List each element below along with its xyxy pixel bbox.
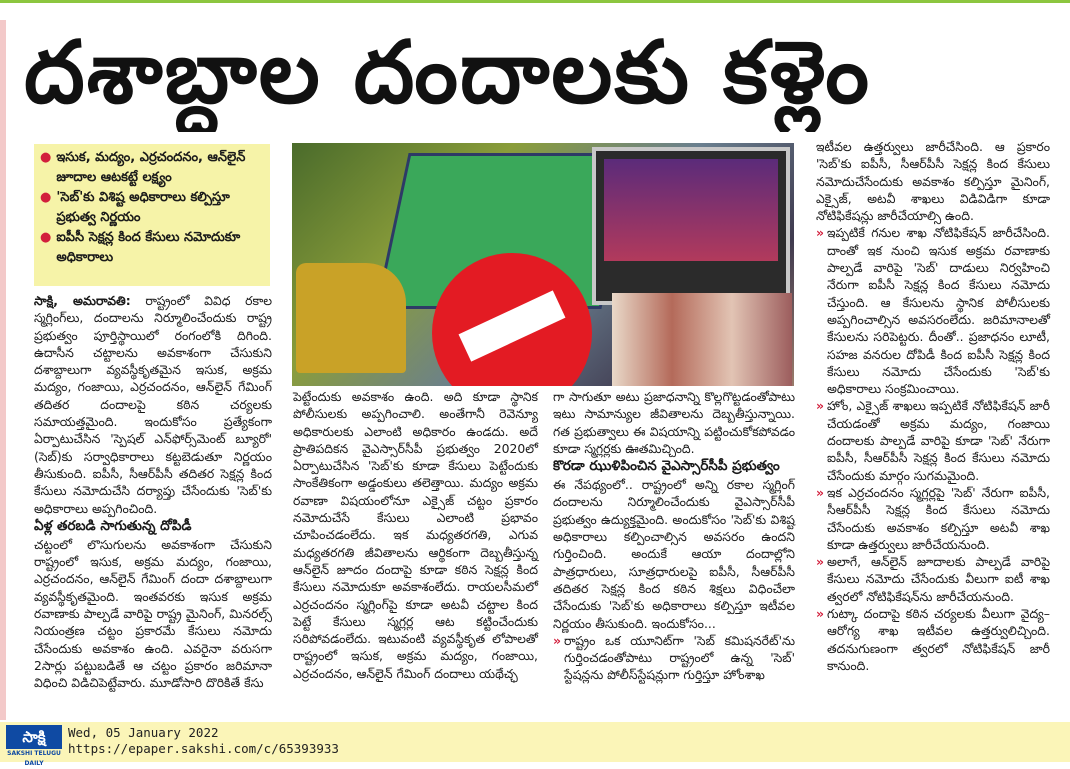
top-accent-line [0, 0, 1070, 3]
article-column-4 [816, 138, 1050, 674]
epaper-link[interactable]: https://epaper.sakshi.com/c/65393933 [68, 741, 339, 756]
bullet-item [816, 605, 1050, 674]
paragraph: గా సాగుతూ అటు ప్రజాధనాన్ని కొల్లగొట్టడంతోపాటు ఇటు సామాన్యుల జీవితాలను దెబ్బతీస్తున్నాయి. గత ప్రభుత్వాలు ఈ విషయాన్ని పట్టించుకోకపోవడం కూడా స్మగ్లర్లకు ఊతమిచ్చింది. [553, 389, 795, 456]
laptop-screen [604, 159, 778, 261]
highlights-box [34, 144, 270, 286]
subheading: ఏళ్ల తరబడి సాగుతున్న దోపిడీ [34, 517, 192, 534]
paragraph: చట్టంలో లొసుగులను అవకాశంగా చేసుకుని రాష్ట్రంలో ఇసుక, అక్రమ మద్యం, గంజాయి, ఎర్రచందనం, ఆన్‌లైన్ గేమింగ్ దందా దశాబ్దాలుగా వ్యవస్థీకృతమైంది. ఇంతవరకు ఇసుక అక్రమ రవాణాకు పాల్పడే వారిపై రాష్ట్ర మైనింగ్, మినరల్స్ నియంత్రణ చట్టం ప్రకారమే కేసులు నమోదు చేసేందుకు అవకాశం ఉంది. ఎవరైనా వరుసగా 2సార్లు పట్టుబడితే ఆ చట్టం ప్రకారం జరిమానా విధించి విడిచిపెట్టేవారు. మూడోసారి దొరికితే కేసు [34, 536, 272, 691]
excavator-image [296, 263, 406, 373]
bullet-item [816, 553, 1050, 605]
arrow-bullet-icon: » [816, 484, 825, 500]
subheading: కొరడా ఝుళిపించిన వైఎస్సార్‌సీపీ ప్రభుత్వం [553, 458, 780, 475]
article-column-3 [553, 388, 795, 684]
article-photo [292, 143, 794, 386]
bullet-icon: ● [40, 230, 52, 245]
bullet-text: గుట్కా దందాపై కఠిన చర్యలకు వీలుగా వైద్య–ఆరోగ్య శాఖ ఇటీవల ఉత్తర్వులిచ్చింది. తదనుగుణంగా త్వరలో నోటిఫికేషన్ జారీ కానుంది. [827, 606, 1050, 673]
bullet-text: ఇక ఎర్రచందనం స్మగ్లర్లపై 'సెబ్' నేరుగా ఐపీసీ, సీఆర్‌పీసీ సెక్షన్ల కింద కేసులు నమోదు చేసేందుకు అవకాశం కల్పిస్తూ అటవీ శాఖ కూడా ఉత్తర్వులు జారీచేయనుంది. [827, 484, 1050, 552]
highlight-text: 'సెబ్'కు విశిష్ట అధికారాలు కల్పిస్తూ ప్రభుత్వ నిర్ణయం [56, 190, 230, 225]
arrow-bullet-icon: » [816, 225, 825, 241]
liquor-bottles-image [612, 293, 792, 386]
article-column-2 [293, 388, 538, 682]
highlight-item [40, 228, 264, 268]
highlight-text: ఐపీసీ సెక్షన్ల కింద కేసులు నమోదుకూ అధికారాలు [56, 230, 241, 265]
logo-subtext: SAKSHI TELUGU DAILY [7, 750, 61, 767]
paragraph-text: రాష్ట్రంలో వివిధ రకాల స్మగ్లింగ్‌లు, దందాలను నిర్మూలించేందుకు రాష్ట్ర ప్రభుత్వం పూర్తిస్థాయిలో రంగంలోకి దిగింది. ఉదాసీన చట్టాలను అవకాశంగా చేసుకుని దశాబ్దాలుగా వ్యవస్థీకృతమైన ఇసుక, అక్రమ మద్యం, గంజాయి, ఎర్రచందనం, ఆన్‌లైన్ గేమింగ్ తదితర దందాలపై కఠిన చర్యలకు సమాయత్తమైంది. ఇందుకోసం ప్రత్యేకంగా ఏర్పాటుచేసిన 'స్పెషల్ ఎన్‌ఫోర్స్‌మెంట్ బ్యూరో' (సెబ్)కు సర్వాధికారాలు కట్టబెడుతూ నిర్ణయం తీసుకుంది. ఐపీసీ, సీఆర్‌పీసీ తదితర సెక్షన్ల కింద కేసులు నమోదుచేసి దర్యాప్తు చేసేందుకు 'సెబ్'కు అధికారాలు అప్పగించింది. [34, 293, 272, 516]
paragraph: ఇటీవల ఉత్తర్వులు జారీచేసింది. ఆ ప్రకారం 'సెబ్'కు ఐపీసీ, సీఆర్‌పీసీ సెక్షన్ల కింద కేసులు నమోదుచేసేందుకు అవకాశం కల్పిస్తూ మైనింగ్, ఎక్సైజ్, అటవీ శాఖలు విడివిడిగా కూడా నోటిఫికేషన్లు జారీచేయాల్సి ఉంది. [816, 139, 1050, 224]
paragraph: ఈ నేపథ్యంలో.. రాష్ట్రంలో అన్ని రకాల స్మగ్లింగ్ దందాలను నిర్మూలించేందుకు వైఎస్సార్‌సీపీ ప్రభుత్వం ఉద్యుక్తమైంది. అందుకోసం 'సెబ్'కు విశిష్ట అధికారాలు కల్పించాల్సిన అవసరం ఉందని గుర్తించింది. అందుకే ఆయా దందాల్లోని పాత్రధారులు, సూత్రధారులపై ఐపీసీ, సీఆర్‌పీసీ తదితర సెక్షన్ల కింద కఠిన శిక్షలు విధించేలా చేసేందుకు 'సెబ్'కు అధికారాలు కల్పిస్తూ ఇటీవల నిర్ణయం తీసుకుంది. ఇందుకోసం... [553, 477, 795, 631]
left-margin-strip [0, 20, 6, 720]
bullet-text: అలాగే, ఆన్‌లైన్ జూదాలకు పాల్పడే వారిపై కేసులు నమోదు చేసేందుకు వీలుగా ఐటీ శాఖ త్వరలో నోటిఫికేషన్‌ను జారీచేయనుంది. [827, 554, 1050, 604]
bullet-text: హోం, ఎక్సైజ్ శాఖలు ఇప్పటికే నోటిఫికేషన్ జారీ చేయడంతో అక్రమ మద్యం, గంజాయి దందాలకు పాల్పడే వారిపై కూడా 'సెబ్' నేరుగా ఐపీసీ, సీఆర్‌పీసీ సెక్షన్ల కింద కేసులు నమోదు చేసేందుకు మార్గం సుగమమైంది. [827, 398, 1050, 483]
bullet-text: రాష్ట్రం ఒక యూనిట్‌గా 'సెబ్ కమిషనరేట్'ను గుర్తించడంతోపాటు రాష్ట్రంలో ఉన్న 'సెబ్' స్టేషన్లను పోలీస్‌స్టేషన్లుగా గుర్తిస్తూ హోంశాఖ [564, 632, 795, 683]
highlight-text: ఇసుక, మద్యం, ఎర్రచందనం, ఆన్‌లైన్ జూదాల ఆటకట్టే లక్ష్యం [56, 150, 246, 185]
bullet-item [553, 632, 795, 684]
arrow-bullet-icon: » [553, 632, 562, 648]
arrow-bullet-icon: » [816, 398, 825, 414]
arrow-bullet-icon: » [816, 554, 825, 570]
bullet-item [816, 397, 1050, 483]
bullet-item [816, 484, 1050, 553]
logo-text: సాక్షి [6, 725, 62, 749]
edition-date: Wed, 05 January 2022 [68, 725, 219, 740]
bullet-icon: ● [40, 190, 52, 205]
bullet-item [816, 224, 1050, 397]
highlight-item [40, 148, 264, 188]
byline: సాక్షి, అమరావతి: [34, 293, 131, 308]
laptop-image [592, 147, 790, 305]
highlight-item [40, 188, 264, 228]
article-column-1 [34, 292, 272, 692]
sakshi-logo[interactable] [6, 725, 62, 767]
bullet-text: ఇప్పటికే గనుల శాఖ నోటిఫికేషన్ జారీచేసింది. దాంతో ఇక నుంచి ఇసుక అక్రమ రవాణాకు పాల్పడే వారిపై 'సెబ్' దాడులు నిర్వహించి నేరుగా ఐపీసీ సెక్షన్ల కింద కేసులు నమోదు చేస్తుంది. ఆ కేసులను స్థానిక పోలీసులకు అప్పగించాల్సిన అవసరంలేదు. జరిమానాలతో కేసులను సరిపెట్టరు. దీంతో.. ప్రజాధనం లూటీ, సహజ వనరుల దోపిడీ కింద ఐపీసీ సెక్షన్ల కింద కేసులు నమోదు చేసేందుకు 'సెబ్'కు అధికారాలు సంక్రమించాయి. [827, 225, 1050, 397]
arrow-bullet-icon: » [816, 606, 825, 622]
headline: దశాబ్దాల దందాలకు కళ్లెం [24, 23, 871, 123]
bullet-icon: ● [40, 150, 52, 165]
paragraph: పెట్టేందుకు అవకాశం ఉంది. అది కూడా స్థానిక పోలీసులకు అప్పగించాలి. అంతేగానీ రెవెన్యూ అధికారులకు ఎలాంటి అధికారం ఉండదు. అదే ప్రాతిపదికన వైఎస్సార్‌సీపీ ప్రభుత్వం 2020లో ఏర్పాటుచేసిన 'సెబ్'కు కూడా కేసులు పెట్టేందుకు సాంకేతికంగా అడ్డంకులు తలెత్తాయి. మద్యం అక్రమ రవాణా విషయంలోనూ ఎక్సైజ్ చట్టం ప్రకారం నమోదుచేసే కేసులు ఎలాంటి ప్రభావం చూపించడంలేదు. ఇక మధ్యతరగతి, ఎగువ మధ్యతరగతి జీవితాలను ఆర్థికంగా దెబ్బతీస్తున్న ఆన్‌లైన్ జూదం దందాపై కూడా కఠిన సెక్షన్ల కింద కేసులు నమోదుకూ అవకాశంలేదు. రాయలసీమలో ఎర్రచందనం స్మగ్లింగ్‌పై కూడా అటవీ చట్టాల కింద పెట్టే కేసులు స్మగ్లర్ల ఆట కట్టించేందుకు సరిపోవడంలేదు. ఇటువంటి వ్యవస్థీకృత లోపాలతో రాష్ట్రంలో ఇసుక, అక్రమ మద్యం, గంజాయి, ఎర్రచందనం, ఆన్‌లైన్ గేమింగ్ దందాలు యథేచ్ఛ [293, 389, 538, 681]
paragraph [34, 292, 272, 517]
